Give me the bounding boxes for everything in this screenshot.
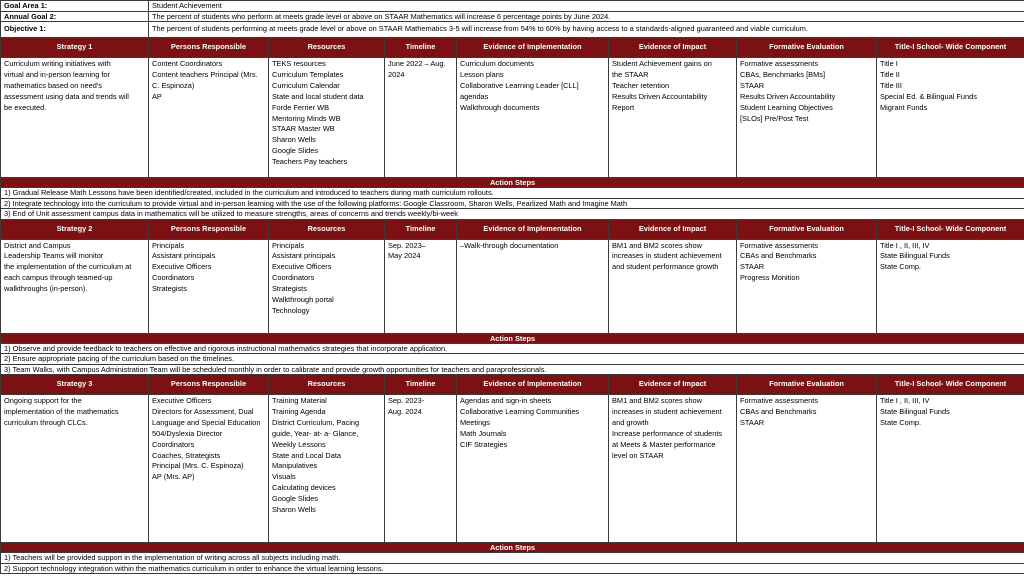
cell-line: State Bilingual Funds (880, 406, 950, 416)
cell-line: Technology (272, 305, 310, 315)
column-header-resources: Resources (269, 38, 385, 58)
cell-line: CIF Strategies (460, 439, 508, 449)
cell-line: Sep. 2023– (388, 240, 426, 250)
column-header-title1: Title-I School- Wide Component (877, 375, 1024, 395)
action-step: 1) Gradual Release Math Lessons have been identified/created, included in the curriculum and introduced to teachers during math curriculum rollouts. (1, 188, 1024, 199)
strategy-cell-title1 (877, 239, 1024, 333)
action-step-row (1, 188, 1024, 199)
cell-line: Agendas and sign-in sheets (460, 396, 552, 405)
strategy-cell-formative (737, 239, 877, 333)
cell-line: CBAs, Benchmarks [BMs] (740, 69, 826, 79)
action-step: 3) End of Unit assessment campus data in mathematics will be utilized to measure strengths, areas of concerns and trends weekly/bi-week (1, 209, 1024, 220)
strategy-cell-evidence-impact (609, 395, 737, 543)
cell-line: 504/Dyslexia Director (152, 428, 223, 438)
strategy-cell-persons (149, 58, 269, 178)
cell-line: Principals (272, 240, 305, 250)
cell-line: TEKS resources (272, 59, 326, 68)
cell-line: Mentoring Minds WB (272, 113, 341, 123)
strategy-description (1, 239, 149, 333)
objective-label: Objective 1: (1, 22, 149, 38)
column-header-resources: Resources (269, 375, 385, 395)
strategy-body-row (1, 239, 1024, 333)
column-header-evidence-impl: Evidence of Implementation (457, 219, 609, 239)
cell-line: Leadership Teams will monitor (4, 251, 104, 261)
strategy-cell-evidence-impl (457, 395, 609, 543)
cell-line: District Curriculum, Pacing (272, 417, 360, 427)
action-steps-label: Action Steps (1, 333, 1024, 343)
cell-line: walkthroughs (in-person). (4, 284, 88, 294)
cell-line: Coordinators (152, 439, 195, 449)
cell-line: agendas (460, 91, 489, 101)
cell-line: STAAR (740, 80, 765, 90)
cell-line: Progress Monition (740, 273, 800, 283)
column-header-evidence-impact: Evidence of Impact (609, 219, 737, 239)
cell-line: Principal (Mrs. C. Espinoza) (152, 461, 244, 471)
cell-line: Content Coordinators (152, 59, 223, 68)
cell-line: Language and Special Education (152, 417, 261, 427)
cell-line: virtual and in-person learning for (4, 69, 110, 79)
cell-line: Math Journals (460, 428, 507, 438)
cell-line: State Comp. (880, 262, 922, 272)
annual-goal-row (1, 11, 1024, 22)
column-header-evidence-impact: Evidence of Impact (609, 375, 737, 395)
strategy-description (1, 58, 149, 178)
cell-line: Lesson plans (460, 69, 504, 79)
strategy-cell-timeline (385, 58, 457, 178)
strategy-cell-evidence-impact (609, 58, 737, 178)
cell-line: Training Material (272, 396, 327, 405)
strategy-title: Strategy 1 (1, 38, 149, 58)
strategy-body-row (1, 58, 1024, 178)
column-header-timeline: Timeline (385, 219, 457, 239)
cell-line: STAAR (740, 417, 765, 427)
cell-line: Ongoing support for the (4, 396, 82, 405)
cell-line: and growth (612, 417, 649, 427)
cell-line: AP (Mrs. AP) (152, 472, 195, 482)
column-header-persons: Persons Responsible (149, 219, 269, 239)
cell-line: Training Agenda (272, 406, 326, 416)
action-step: 2) Support technology integration within the mathematics curriculum in order to enhance the virtual learning lessons. (1, 563, 1024, 574)
cell-line: Strategists (272, 284, 307, 294)
cell-line: Weekly Lessons (272, 439, 326, 449)
cell-line: Title I (880, 59, 898, 68)
cell-line: Principals (152, 240, 185, 250)
action-step-row (1, 343, 1024, 354)
action-step-row (1, 209, 1024, 220)
column-header-timeline: Timeline (385, 38, 457, 58)
cell-line: Sharon Wells (272, 505, 316, 515)
cell-line: Curriculum Templates (272, 69, 344, 79)
cell-line: Walkthrough portal (272, 295, 334, 305)
strategy-cell-timeline (385, 239, 457, 333)
cell-line: Curriculum documents (460, 59, 534, 68)
strategy-title: Strategy 2 (1, 219, 149, 239)
cell-line: at Meets & Master performance (612, 439, 716, 449)
cell-line: Results Driven Accountability (612, 91, 708, 101)
cell-line: Title I , II, III, IV (880, 396, 930, 405)
strategy-title: Strategy 3 (1, 375, 149, 395)
strategy-cell-resources (269, 239, 385, 333)
cell-line: Collaborative Learning Leader [CLL] (460, 80, 579, 90)
cell-line: State and local student data (272, 91, 364, 101)
cell-line: guide, Year- at- a- Glance, (272, 428, 359, 438)
strategy-description (1, 395, 149, 543)
column-header-persons: Persons Responsible (149, 375, 269, 395)
column-header-persons: Persons Responsible (149, 38, 269, 58)
strategy-cell-persons (149, 395, 269, 543)
cell-line: Sharon Wells (272, 135, 316, 145)
strategy-header-row (1, 38, 1024, 58)
column-header-formative: Formative Evaluation (737, 38, 877, 58)
objective-value: The percent of students performing at meets grade level or above on STAAR Mathematics 3-5 will increase from 54% to 60% by having access to a standards-aligned guaranteed and viable curriculum. (149, 22, 1024, 38)
annual-goal-value: The percent of students who perform at meets grade level or above on STAAR Mathematics will increase 6 percentage points by June 2024. (149, 11, 1024, 22)
strategy-cell-persons (149, 239, 269, 333)
action-step-row (1, 563, 1024, 574)
cell-line: Teacher retention (612, 80, 670, 90)
cell-line: Curriculum Calendar (272, 80, 340, 90)
cell-line: Strategists (152, 284, 187, 294)
strategy-cell-formative (737, 58, 877, 178)
strategy-header-row (1, 375, 1024, 395)
action-steps-row (1, 333, 1024, 343)
action-steps-row (1, 178, 1024, 188)
goal-area-value: Student Achievement (149, 1, 1024, 12)
cell-line: Student Achievement gains on (612, 59, 712, 68)
objective-row (1, 22, 1024, 38)
strategy-cell-title1 (877, 395, 1024, 543)
action-step-row (1, 354, 1024, 365)
cell-line: curriculum through CLCs. (4, 417, 88, 427)
cell-line: Title III (880, 80, 902, 90)
action-steps-label: Action Steps (1, 178, 1024, 188)
column-header-evidence-impl: Evidence of Implementation (457, 375, 609, 395)
cell-line: 2024 (388, 69, 405, 79)
cell-line: Calculating devices (272, 483, 336, 493)
cell-line: Special Ed. & Bilingual Funds (880, 91, 977, 101)
annual-goal-label: Annual Goal 2: (1, 11, 149, 22)
cell-line: State and Local Data (272, 450, 342, 460)
column-header-title1: Title-I School- Wide Component (877, 38, 1024, 58)
cell-line: AP (152, 91, 162, 101)
column-header-formative: Formative Evaluation (737, 219, 877, 239)
action-step-row (1, 553, 1024, 564)
action-step-row (1, 198, 1024, 209)
strategy-header-row (1, 219, 1024, 239)
cell-line: Sep. 2023- (388, 396, 425, 405)
cell-line: Assistant principals (152, 251, 216, 261)
cell-line: Formative assessments (740, 396, 819, 405)
cell-line: Collaborative Learning Communities (460, 406, 580, 416)
cell-line: the implementation of the curriculum at (4, 262, 132, 272)
column-header-evidence-impl: Evidence of Implementation (457, 38, 609, 58)
cell-line: Formative assessments (740, 240, 819, 250)
cell-line: June 2022 – Aug. (388, 59, 446, 68)
cell-line: State Bilingual Funds (880, 251, 950, 261)
cell-line: Google Slides (272, 146, 319, 156)
cell-line: State Comp. (880, 417, 922, 427)
cell-line: Google Slides (272, 494, 319, 504)
cell-line: Title II (880, 69, 900, 79)
action-step: 1) Observe and provide feedback to teachers on effective and rigorous instructional mathematics strategies that incorporate application. (1, 343, 1024, 354)
strategy-cell-title1 (877, 58, 1024, 178)
cell-line: Directors for Assessment, Dual (152, 406, 254, 416)
cell-line: Forde Ferrier WB (272, 102, 330, 112)
cell-line: BM1 and BM2 scores show (612, 396, 702, 405)
cell-line: and student performance growth (612, 262, 719, 272)
action-step: 2) Ensure appropriate pacing of the curriculum based on the timelines. (1, 354, 1024, 365)
action-step-row (1, 364, 1024, 375)
strategy-cell-timeline (385, 395, 457, 543)
cell-line: [SLOs] Pre/Post Test (740, 113, 809, 123)
cell-line: increases in student achievement (612, 406, 722, 416)
strategy-cell-resources (269, 395, 385, 543)
cell-line: CBAs and Benchmarks (740, 406, 817, 416)
cell-line: Student Learning Objectives (740, 102, 833, 112)
cell-line: STAAR Master WB (272, 124, 335, 134)
cell-line: Teachers Pay teachers (272, 157, 348, 167)
cell-line: Meetings (460, 417, 490, 427)
strategy-cell-evidence-impact (609, 239, 737, 333)
cell-line: assessment using data and trends will (4, 91, 129, 101)
cell-line: Coaches, Strategists (152, 450, 221, 460)
cell-line: mathematics based on need's (4, 80, 102, 90)
cell-line: increases in student achievement (612, 251, 722, 261)
cell-line: Curriculum writing initiatives with (4, 59, 111, 68)
cell-line: Formative assessments (740, 59, 819, 68)
cell-line: each campus through teamed-up (4, 273, 113, 283)
cell-line: Coordinators (152, 273, 195, 283)
strategy-cell-evidence-impl (457, 58, 609, 178)
cell-line: Report (612, 102, 635, 112)
cell-line: implementation of the mathematics (4, 406, 119, 416)
cell-line: the STAAR (612, 69, 649, 79)
cell-line: BM1 and BM2 scores show (612, 240, 702, 250)
cell-line: Coordinators (272, 273, 315, 283)
cell-line: District and Campus (4, 240, 71, 250)
cell-line: –Walk-through documentation (460, 240, 559, 250)
cell-line: Assistant principals (272, 251, 336, 261)
action-step: 3) Team Walks, with Campus Administration Team will be scheduled monthly in order to calibrate and provide growth opportunities for teachers and paraprofessionals. (1, 364, 1024, 375)
cell-line: Executive Officers (272, 262, 332, 272)
cell-line: Visuals (272, 472, 296, 482)
strategy-cell-formative (737, 395, 877, 543)
cell-line: Aug. 2024 (388, 406, 422, 416)
goal-area-label: Goal Area 1: (1, 1, 149, 12)
action-step: 2) Integrate technology into the curriculum to provide virtual and in-person learning with the use of the following platforms: Google Classroom, Sharon Wells, Pearlized Math and Imagine Math (1, 198, 1024, 209)
cell-line: C. Espinoza) (152, 80, 195, 90)
cell-line: Content teachers Principal (Mrs. (152, 69, 258, 79)
strategy-body-row (1, 395, 1024, 543)
cell-line: CBAs and Benchmarks (740, 251, 817, 261)
column-header-evidence-impact: Evidence of Impact (609, 38, 737, 58)
cell-line: Walkthrough documents (460, 102, 540, 112)
cell-line: Executive Officers (152, 262, 212, 272)
goal-area-row (1, 1, 1024, 12)
cell-line: be executed. (4, 102, 47, 112)
strategy-cell-evidence-impl (457, 239, 609, 333)
cell-line: level on STAAR (612, 450, 664, 460)
action-steps-row (1, 543, 1024, 553)
cell-line: Migrant Funds (880, 102, 928, 112)
cell-line: Executive Officers (152, 396, 212, 405)
action-step: 1) Teachers will be provided support in the implementation of writing across all subjects including math. (1, 553, 1024, 564)
column-header-title1: Title-I School- Wide Component (877, 219, 1024, 239)
column-header-timeline: Timeline (385, 375, 457, 395)
strategy-cell-resources (269, 58, 385, 178)
cell-line: Results Driven Accountability (740, 91, 836, 101)
cell-line: STAAR (740, 262, 765, 272)
cell-line: Increase performance of students (612, 428, 723, 438)
action-steps-label: Action Steps (1, 543, 1024, 553)
cell-line: Title I , II, III, IV (880, 240, 930, 250)
cell-line: May 2024 (388, 251, 421, 261)
column-header-formative: Formative Evaluation (737, 375, 877, 395)
column-header-resources: Resources (269, 219, 385, 239)
cell-line: Manipulatives (272, 461, 318, 471)
